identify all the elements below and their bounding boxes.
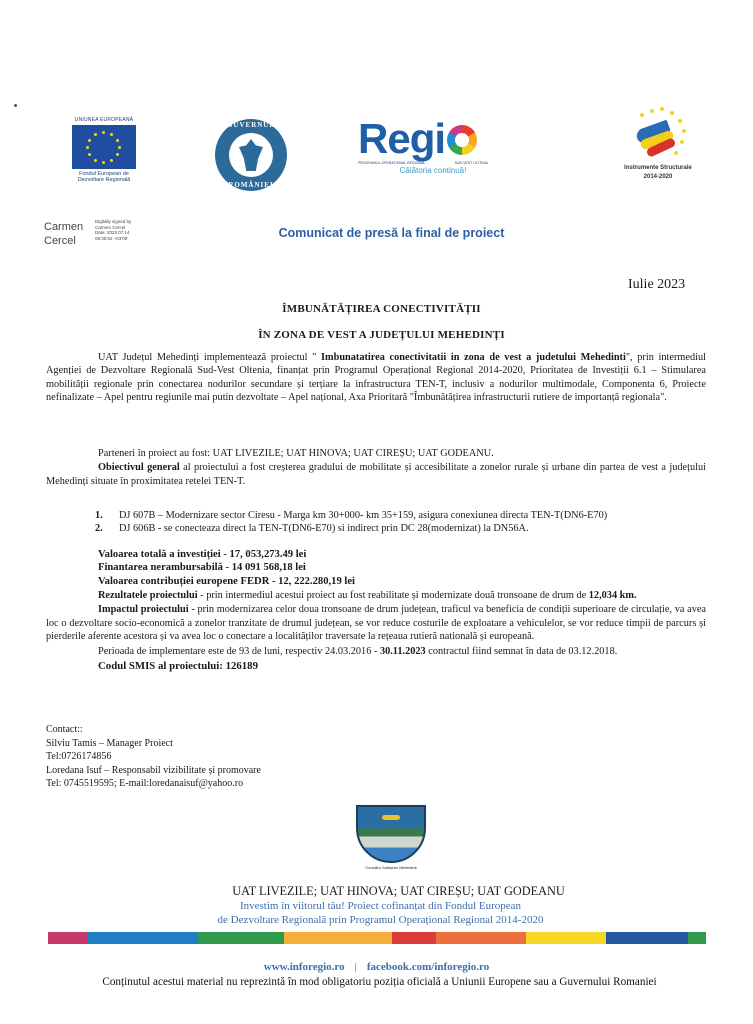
disclaimer: Conținutul acestui material nu reprezintă în mod obligatoriu poziția oficială a Uniunii Europene sau a Guvernului Romaniei: [102, 976, 657, 988]
link-separator: |: [354, 961, 357, 973]
intro-suffix: ", prin intermediul Agenției de Dezvoltare Regională Sud-Vest Oltenia, finanțat prin Programul Operațional Regional 2014-2020, Prioritatea de Investiții 6.1 – Stimularea mobilității regionale prin conectarea nodurilor secundare și terțiare la infrastructura TEN-T, inclusiv a nodurilor multimodale, Componenta 6, Proiecte nefinalizate – Apel pentru regiunile mai putin dezvoltate – Apel național, Axa Prioritară "Îmbunătățirea infrastructurii rutiere de importanță regionala".: [46, 352, 707, 404]
color-stripe: [48, 932, 706, 944]
globe-icon: [630, 107, 686, 163]
contact-phone-email-2: Tel: 0745519595; E-mail:loredanaisuf@yahoo.ro: [46, 778, 244, 790]
document-title-line1: ÎMBUNĂTĂȚIREA CONECTIVITĂȚII: [282, 303, 481, 315]
signature-meta-1: Digitally signed by: [95, 219, 132, 224]
contact-block: [46, 723, 261, 791]
eu-caption: UNIUNEA EUROPEANĂ: [74, 117, 134, 123]
investim-line-2: de Dezvoltare Regională prin Programul Operațional Regional 2014-2020: [217, 914, 544, 926]
stripe-segment: [88, 932, 198, 944]
coat-of-arms-icon: [356, 805, 426, 863]
partner-uats: UAT LIVEZILE; UAT HINOVA; UAT CIREȘU; UAT GODEANU: [232, 884, 565, 898]
website-link[interactable]: www.inforegio.ro: [263, 961, 345, 973]
smis-code: Codul SMIS al proiectului: 126189: [98, 660, 258, 673]
contact-heading: Contact::: [46, 724, 83, 735]
regio-logo: [358, 117, 508, 175]
signature-last-name: Cercel: [44, 235, 76, 247]
partners-objective-block: [46, 447, 706, 488]
stripe-segment: [526, 932, 606, 944]
contact-person-1: Silviu Tamis – Manager Proiect: [46, 737, 173, 749]
government-seal-logo: [215, 119, 287, 191]
document-title-line2: ÎN ZONA DE VEST A JUDEȚULUI MEHEDINȚI: [258, 329, 505, 341]
nonrefundable-financing: Finantarea nerambursabilă - 14 091 568,18 lei: [98, 562, 306, 574]
period-end-date: 30.11.2023: [379, 645, 426, 657]
objective-text: al proiectului a fost creșterea gradului de mobilitate și accesibilitate a zonelor rurale și urbane din partea de vest a județului Mehedinți situate în proximitatea retelei TEN-T.: [46, 462, 706, 487]
gov-seal-bottom-text: ROMÂNIEI: [228, 181, 274, 189]
instrumente-structurale-logo: [603, 107, 713, 181]
objective-label: Obiectivul general: [98, 462, 180, 474]
stripe-segment: [606, 932, 688, 944]
regio-small-right: SUD-VEST OLTENIA: [454, 161, 488, 165]
results-text: - prin intermediul acestui proiect au fost reabilitate și modernizate două tronsoane de drum de: [197, 590, 589, 601]
intro-paragraph: [46, 351, 706, 405]
signature-meta-2: Carmen Cercel: [95, 224, 126, 230]
footer-links: [0, 961, 753, 973]
results-km: 12,034 km.: [588, 590, 637, 601]
contact-phone-1: Tel:0726174856: [46, 751, 112, 763]
instrumente-label-2: 2014-2020: [643, 174, 673, 180]
intro-prefix: UAT Județul Mehedinți implementează proiectul ": [98, 352, 322, 363]
impact-text: - prin modernizarea celor doua tronsoane de drum județean, traficul va beneficia de condiții superioare de circulație, va avea loc o dezvoltare socio-economică a zonelor tranzitate de drumul județean, se vor reduce costurile de exploatare a vehiculelor, se vor reduce timpii de parcurs și pierderile aferente acestora și va avea loc o conectare a localităților traversate la rețeaua rutieră natională și europeană.: [46, 604, 706, 643]
impact-label: Impactul proiectului: [98, 604, 189, 616]
list-text: DJ 606B - se conecteaza direct la TEN-T(DN6-E70) si indirect prin DC 28(modernizat) la DN56A.: [119, 523, 529, 535]
signature-meta-4: 09:30:52 +03'00': [95, 235, 129, 241]
stripe-segment: [198, 932, 284, 944]
results-block: [46, 589, 706, 673]
regio-ring-icon: [447, 125, 477, 155]
gov-seal-top-text: GUVERNUL: [226, 121, 276, 129]
roads-list: [95, 509, 607, 535]
stripe-segment: [48, 932, 88, 944]
fedr-contribution: Valoarea contribuției europene FEDR - 12, 222.280,19 lei: [98, 575, 355, 587]
county-council-logo: [353, 805, 429, 870]
document-date: Iulie 2023: [628, 277, 686, 292]
project-name: Imbunatatirea conectivitatii in zona de vest a judetului Mehedinti: [321, 352, 626, 363]
regio-tagline: Călătoria continuă!: [399, 166, 467, 175]
coat-label: Consiliul Județean Mehedinți: [365, 865, 417, 870]
eu-flag-icon: [72, 125, 136, 169]
press-release-heading: Comunicat de presă la final de proiect: [278, 226, 505, 240]
period-prefix: Perioada de implementare este de 93 de luni, respectiv 24.03.2016 -: [98, 645, 380, 657]
results-label: Rezultatele proiectului: [98, 590, 198, 601]
stripe-segment: [392, 932, 436, 944]
partners-text: Parteneri în proiect au fost: UAT LIVEZILE; UAT HINOVA; UAT CIREȘU; UAT GODEANU.: [98, 448, 494, 459]
signature-meta-3: Date: 2023.07.14: [95, 230, 130, 235]
instrumente-label-1: Instrumente Structurale: [624, 165, 692, 171]
total-investment: Valoarea totală a investiției - 17, 053,273.49 lei: [98, 549, 307, 560]
stripe-segment: [688, 932, 706, 944]
stripe-segment: [284, 932, 392, 944]
regio-small-left: PROGRAMUL OPERAȚIONAL REGIONAL: [358, 161, 426, 165]
facebook-link[interactable]: facebook.com/inforegio.ro: [366, 961, 490, 973]
regio-word: Regi: [358, 115, 446, 162]
stripe-segment: [436, 932, 526, 944]
list-number: 2.: [95, 523, 103, 535]
eu-subtitle-2: Dezvoltare Regională: [77, 177, 131, 183]
contact-person-2: Loredana Isuf – Responsabil vizibilitate și promovare: [46, 764, 261, 776]
financials-block: [98, 548, 355, 588]
eu-logo: [68, 117, 140, 183]
list-item: [95, 509, 607, 522]
scan-dot: [14, 104, 17, 107]
investim-line-1: Investim în viitorul tău! Proiect cofinanțat din Fondul European: [239, 900, 522, 912]
period-suffix: contractul fiind semnat în data de 03.12.2018.: [425, 645, 618, 657]
list-text: DJ 607B – Modernizare sector Ciresu - Marga km 30+000- km 35+159, asigura conexiunea directa TEN-T(DN6-E70): [119, 510, 608, 521]
signature-first-name: Carmen: [44, 221, 84, 233]
list-number: 1.: [95, 510, 103, 521]
list-item: [95, 522, 607, 535]
eu-subtitle-1: Fondul European de: [79, 171, 129, 177]
